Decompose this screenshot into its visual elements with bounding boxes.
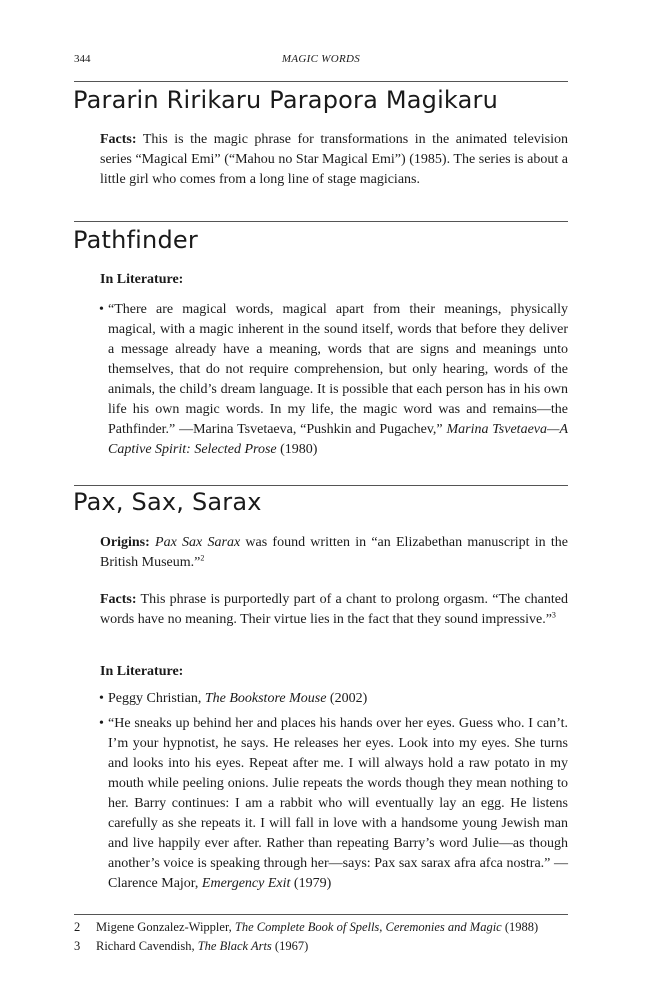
facts-label: Facts: <box>100 132 137 147</box>
footnote <box>74 918 568 937</box>
origins-text: was found written in “an Elizabethan manuscript in the British Museum.” <box>100 535 568 570</box>
footnote-title: The Complete Book of Spells, Ceremonies and Magic <box>234 920 502 934</box>
facts-paragraph <box>100 590 568 630</box>
item-author: Peggy Christian, <box>108 691 205 706</box>
footnote-title: The Black Arts <box>197 939 272 953</box>
footnote-author: Richard Cavendish, <box>96 939 198 953</box>
entry-title: Pararin Ririkaru Parapora Magikaru <box>73 86 498 114</box>
literature-item <box>99 689 568 709</box>
quote-text: “He sneaks up behind her and places his hands over her eyes. Guess who. I can’t. I’m your hypnotist, he says. He releases her eyes. Look into my eyes. She turns and looks into his eyes. Repeat after me. I will always hold a raw potato in my mouth while peeling onions. Julie repeats the words though they mean nothing to her. Barry continues: I am a rabbit who will eventually lay an egg. He listens carefully as she repeats it. I will fall in love with a handsome young Jewish man and live happily ever after. Rather than repeating Barry’s word Julie—as though another’s voice is speaking through her—says: Pax sax sarax afra afca nostra.” —Clarence Major, <box>108 716 568 891</box>
quote-text: “There are magical words, magical apart from their meanings, physically magical, with a magic inherent in the sound itself, words that before they deliver a message already have a meaning, words that are signs and meanings unto themselves, that do not require comprehension, but only hearing, words of the animals, the child’s dream language. It is possible that each person has in his own life his own magic words. In my life, the magic word was and remains—the Pathfinder.” —Marina Tsvetaeva, “Pushkin and Pugachev,” <box>108 302 568 437</box>
origins-label: Origins: <box>100 535 150 550</box>
footnote-number: 2 <box>74 920 81 934</box>
in-literature-label: In Literature: <box>100 664 184 679</box>
quote-year: (1979) <box>290 876 332 891</box>
footnote-number: 3 <box>74 939 81 953</box>
entry-title: Pax, Sax, Sarax <box>73 488 262 516</box>
footnote-year: (1988) <box>501 920 539 934</box>
page-number: 344 <box>74 53 91 65</box>
literature-item <box>99 300 568 460</box>
entry-divider <box>74 485 568 486</box>
footnote-ref: 2 <box>200 553 205 563</box>
bullet-marker: • <box>99 302 104 317</box>
origins-paragraph <box>100 533 568 573</box>
origins-italic: Pax Sax Sarax <box>155 535 241 550</box>
literature-item <box>99 714 568 894</box>
quote-year: (1980) <box>276 442 318 457</box>
bullet-marker: • <box>99 716 104 731</box>
facts-text: This is the magic phrase for transformations in the animated television series “Magical Emi” (“Mahou no Star Magical Emi”) (1985). The series is about a little girl who comes from a long line of stage magicians. <box>100 132 568 187</box>
footnote-year: (1967) <box>271 939 309 953</box>
footnote-ref: 3 <box>551 610 556 620</box>
running-head <box>74 53 568 69</box>
facts-paragraph <box>100 130 568 190</box>
entry-title: Pathfinder <box>73 226 198 254</box>
item-title: The Bookstore Mouse <box>204 691 327 706</box>
header-rule <box>74 81 568 82</box>
footnote <box>74 937 568 956</box>
footnote-rule <box>74 914 568 915</box>
item-year: (2002) <box>326 691 368 706</box>
quote-source-title: Marina Tsvetaeva—A Captive Spirit: Selected Prose <box>108 422 568 457</box>
facts-label: Facts: <box>100 592 137 607</box>
running-title: MAGIC WORDS <box>281 53 361 65</box>
bullet-marker: • <box>99 691 104 706</box>
facts-text: This phrase is purportedly part of a chant to prolong orgasm. “The chanted words have no meaning. Their virtue lies in the fact that they sound impressive.” <box>100 592 568 627</box>
in-literature-label: In Literature: <box>100 272 184 287</box>
quote-source-title: Emergency Exit <box>201 876 291 891</box>
entry-divider <box>74 221 568 222</box>
footnotes <box>74 918 568 956</box>
footnote-author: Migene Gonzalez-Wippler, <box>96 920 235 934</box>
